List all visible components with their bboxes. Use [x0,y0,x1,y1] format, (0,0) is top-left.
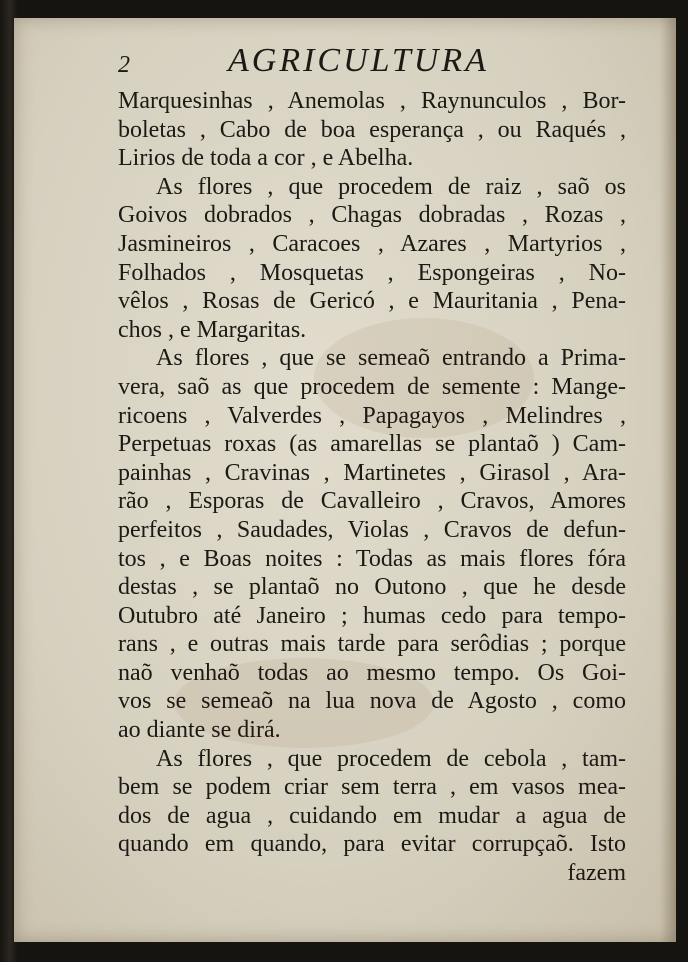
body-text [118,87,626,888]
text-line: As flores , que se semeaõ entrando a Prima- [156,345,626,372]
page-number: 2 [118,52,130,78]
text-line: tos , e Boas noites : Todas as mais flores fóra [118,545,626,572]
text-line: vera, saõ as que procedem de semente : Mange- [118,373,626,400]
text-line: Lirios de toda a cor , e Abelha. [118,145,414,172]
text-line: Perpetuas roxas (as amarellas se plantaõ ) Cam- [118,431,626,458]
catchword: fazem [567,860,626,887]
text-line: naõ venhaõ todas ao mesmo tempo. Os Goi- [118,659,626,686]
page-gutter-shadow [660,18,676,942]
text-line: chos , e Margaritas. [118,316,307,343]
text-line: rans , e outras mais tarde para serôdias ; porque [118,631,626,658]
text-line: destas , se plantaõ no Outono , que he desde [118,574,626,601]
text-line: ao diante se dirá. [118,717,281,744]
running-head: AGRICULTURA [228,42,489,79]
text-line: As flores , que procedem de cebola , tam- [156,745,626,772]
text-line: rão , Esporas de Cavalleiro , Cravos, Amores [118,488,626,515]
page-header [118,42,618,86]
text-line: Goivos dobrados , Chagas dobradas , Rozas , [118,202,626,229]
text-line: vos se semeaõ na lua nova de Agosto , como [118,688,626,715]
text-line: quando em quando, para evitar corrupçaõ. Isto [118,831,626,858]
text-line: perfeitos , Saudades, Violas , Cravos de defun- [118,516,626,543]
text-line: vêlos , Rosas de Gericó , e Mauritania , Pena- [118,288,626,315]
text-line: dos de agua , cuidando em mudar a agua de [118,802,626,829]
text-line: As flores , que procedem de raiz , saõ os [156,173,626,200]
text-line: ricoens , Valverdes , Papagayos , Melindres , [118,402,626,429]
text-line: Outubro até Janeiro ; humas cedo para tempo- [118,602,626,629]
text-line: boletas , Cabo de boa esperança , ou Raqués , [118,116,626,143]
text-line: Jasmineiros , Caracoes , Azares , Martyrios , [118,230,626,257]
text-line: Marquesinhas , Anemolas , Raynunculos , Bor- [118,88,626,114]
text-line: Folhados , Mosquetas , Espongeiras , No- [118,259,626,286]
text-line: painhas , Cravinas , Martinetes , Girasol , Ara- [118,459,626,486]
text-line: bem se podem criar sem terra , em vasos mea- [118,774,626,801]
